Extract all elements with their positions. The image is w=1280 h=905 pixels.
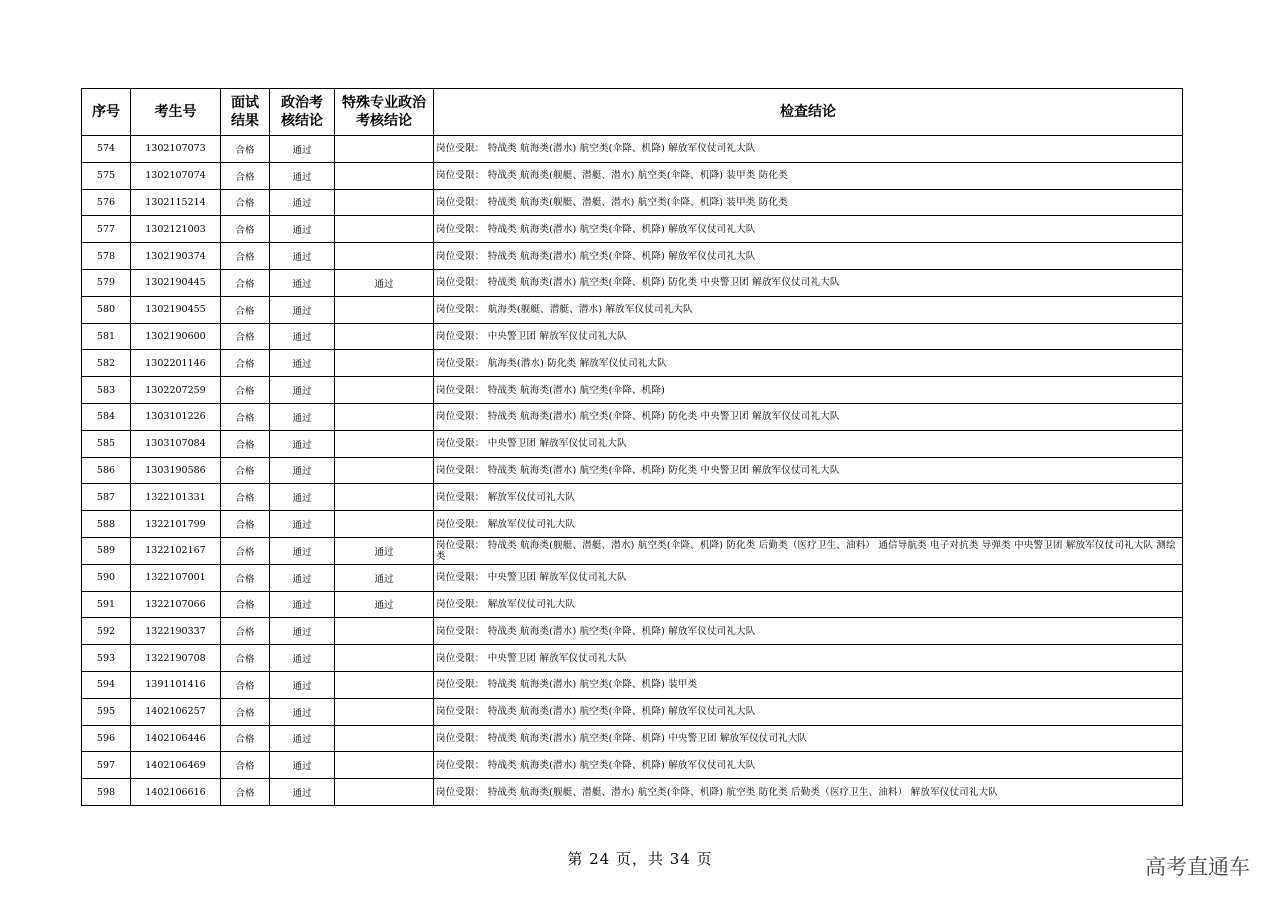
cell-political: 通过	[270, 618, 335, 645]
header-line: 序号	[92, 104, 120, 120]
cell-no: 576	[82, 189, 131, 216]
cell-political: 通过	[270, 430, 335, 457]
cell-interview: 合格	[221, 511, 270, 538]
cell-no: 598	[82, 779, 131, 806]
cell-political: 通过	[270, 216, 335, 243]
col-header-conclusion	[434, 89, 1183, 136]
cell-exam-id: 1302107074	[131, 162, 221, 189]
cell-exam-id: 1322102167	[131, 537, 221, 564]
cell-no: 596	[82, 725, 131, 752]
table-row	[82, 296, 1183, 323]
col-header-no	[82, 89, 131, 136]
cell-no: 589	[82, 537, 131, 564]
cell-political: 通过	[270, 377, 335, 404]
cell-conclusion: 岗位受限： 特战类 航海类(潜水) 航空类(伞降、机降)	[434, 377, 1183, 404]
cell-political: 通过	[270, 645, 335, 672]
cell-conclusion: 岗位受限： 特战类 航海类(潜水) 航空类(伞降、机降) 中央警卫团 解放军仪仗司礼大队	[434, 725, 1183, 752]
cell-no: 595	[82, 698, 131, 725]
cell-interview: 合格	[221, 162, 270, 189]
cell-interview: 合格	[221, 671, 270, 698]
cell-interview: 合格	[221, 484, 270, 511]
cell-special-political	[335, 511, 434, 538]
cell-political: 通过	[270, 189, 335, 216]
cell-political: 通过	[270, 457, 335, 484]
cell-special-political: 通过	[335, 564, 434, 591]
table-body	[82, 136, 1183, 806]
cell-political: 通过	[270, 511, 335, 538]
cell-political: 通过	[270, 564, 335, 591]
cell-special-political	[335, 377, 434, 404]
table-row	[82, 564, 1183, 591]
table-header	[82, 89, 1183, 136]
cell-special-political	[335, 403, 434, 430]
cell-exam-id: 1302115214	[131, 189, 221, 216]
cell-exam-id: 1303101226	[131, 403, 221, 430]
cell-interview: 合格	[221, 136, 270, 163]
cell-interview: 合格	[221, 323, 270, 350]
cell-interview: 合格	[221, 591, 270, 618]
cell-special-political	[335, 725, 434, 752]
cell-exam-id: 1322101331	[131, 484, 221, 511]
table-row	[82, 216, 1183, 243]
cell-no: 588	[82, 511, 131, 538]
cell-conclusion: 岗位受限： 特战类 航海类(潜水) 航空类(伞降、机降) 解放军仪仗司礼大队	[434, 618, 1183, 645]
cell-no: 580	[82, 296, 131, 323]
cell-interview: 合格	[221, 350, 270, 377]
cell-conclusion: 岗位受限： 特战类 航海类(潜水) 航空类(伞降、机降) 解放军仪仗司礼大队	[434, 216, 1183, 243]
cell-no: 586	[82, 457, 131, 484]
cell-political: 通过	[270, 350, 335, 377]
cell-no: 590	[82, 564, 131, 591]
cell-political: 通过	[270, 162, 335, 189]
cell-interview: 合格	[221, 564, 270, 591]
cell-interview: 合格	[221, 216, 270, 243]
cell-special-political	[335, 618, 434, 645]
cell-political: 通过	[270, 671, 335, 698]
cell-no: 594	[82, 671, 131, 698]
cell-exam-id: 1302190455	[131, 296, 221, 323]
cell-no: 575	[82, 162, 131, 189]
cell-conclusion: 岗位受限： 解放军仪仗司礼大队	[434, 591, 1183, 618]
cell-political: 通过	[270, 323, 335, 350]
table-row	[82, 752, 1183, 779]
cell-no: 579	[82, 269, 131, 296]
table-row	[82, 323, 1183, 350]
cell-conclusion: 岗位受限： 特战类 航海类(潜水) 航空类(伞降、机降) 解放军仪仗司礼大队	[434, 752, 1183, 779]
cell-no: 583	[82, 377, 131, 404]
cell-political: 通过	[270, 591, 335, 618]
cell-political: 通过	[270, 269, 335, 296]
cell-special-political	[335, 136, 434, 163]
cell-conclusion: 岗位受限： 特战类 航海类(舰艇、潜艇、潜水) 航空类(伞降、机降) 航空类 防化类 后勤类（医疗卫生、油料） 解放军仪仗司礼大队	[434, 779, 1183, 806]
cell-conclusion: 岗位受限： 特战类 航海类(潜水) 航空类(伞降、机降) 防化类 中央警卫团 解放军仪仗司礼大队	[434, 403, 1183, 430]
cell-interview: 合格	[221, 403, 270, 430]
cell-political: 通过	[270, 296, 335, 323]
cell-special-political: 通过	[335, 269, 434, 296]
col-header-interview	[221, 89, 270, 136]
cell-no: 584	[82, 403, 131, 430]
cell-political: 通过	[270, 484, 335, 511]
table-row	[82, 430, 1183, 457]
header-line: 特殊专业政治	[342, 95, 426, 111]
table-row	[82, 189, 1183, 216]
cell-exam-id: 1302121003	[131, 216, 221, 243]
cell-conclusion: 岗位受限： 特战类 航海类(潜水) 航空类(伞降、机降) 防化类 中央警卫团 解放军仪仗司礼大队	[434, 457, 1183, 484]
cell-no: 597	[82, 752, 131, 779]
cell-special-political	[335, 752, 434, 779]
cell-interview: 合格	[221, 752, 270, 779]
cell-interview: 合格	[221, 725, 270, 752]
cell-interview: 合格	[221, 430, 270, 457]
cell-conclusion: 岗位受限： 航海类(潜水) 防化类 解放军仪仗司礼大队	[434, 350, 1183, 377]
table-row	[82, 162, 1183, 189]
cell-political: 通过	[270, 779, 335, 806]
cell-exam-id: 1391101416	[131, 671, 221, 698]
cell-conclusion: 岗位受限： 特战类 航海类(潜水) 航空类(伞降、机降) 解放军仪仗司礼大队	[434, 698, 1183, 725]
cell-conclusion: 岗位受限： 中央警卫团 解放军仪仗司礼大队	[434, 564, 1183, 591]
cell-special-political	[335, 323, 434, 350]
cell-exam-id: 1322107066	[131, 591, 221, 618]
table-row	[82, 698, 1183, 725]
header-line: 考生号	[154, 104, 197, 120]
table-row	[82, 403, 1183, 430]
cell-exam-id: 1402106446	[131, 725, 221, 752]
cell-special-political	[335, 243, 434, 270]
cell-interview: 合格	[221, 779, 270, 806]
cell-no: 593	[82, 645, 131, 672]
cell-exam-id: 1302201146	[131, 350, 221, 377]
cell-no: 577	[82, 216, 131, 243]
cell-political: 通过	[270, 136, 335, 163]
header-line: 检查结论	[780, 104, 836, 120]
cell-exam-id: 1322190337	[131, 618, 221, 645]
cell-special-political: 通过	[335, 591, 434, 618]
cell-interview: 合格	[221, 645, 270, 672]
cell-conclusion: 岗位受限： 特战类 航海类(舰艇、潜艇、潜水) 航空类(伞降、机降) 防化类 后勤类（医疗卫生、油料） 通信导航类 电子对抗类 导弹类 中央警卫团 解放军仪仗司礼大队 测绘类	[434, 537, 1183, 564]
header-line: 结果	[231, 113, 259, 129]
cell-conclusion: 岗位受限： 解放军仪仗司礼大队	[434, 511, 1183, 538]
cell-exam-id: 1322107001	[131, 564, 221, 591]
cell-no: 592	[82, 618, 131, 645]
cell-exam-id: 1302207259	[131, 377, 221, 404]
cell-special-political	[335, 779, 434, 806]
header-line: 面试	[231, 95, 259, 111]
cell-exam-id: 1402106469	[131, 752, 221, 779]
cell-no: 591	[82, 591, 131, 618]
cell-interview: 合格	[221, 269, 270, 296]
watermark: 高考直通车	[1145, 855, 1250, 879]
cell-no: 581	[82, 323, 131, 350]
table-row	[82, 537, 1183, 564]
cell-no: 574	[82, 136, 131, 163]
table-row	[82, 377, 1183, 404]
table-row	[82, 484, 1183, 511]
cell-no: 578	[82, 243, 131, 270]
header-row	[82, 89, 1183, 136]
cell-special-political	[335, 671, 434, 698]
results-table	[81, 88, 1183, 806]
header-line: 政治考	[281, 95, 323, 111]
table-row	[82, 725, 1183, 752]
cell-interview: 合格	[221, 537, 270, 564]
table-row	[82, 243, 1183, 270]
table-row	[82, 269, 1183, 296]
page-footer: 第 24 页，共 34 页	[567, 850, 713, 868]
cell-political: 通过	[270, 698, 335, 725]
cell-conclusion: 岗位受限： 航海类(舰艇、潜艇、潜水) 解放军仪仗司礼大队	[434, 296, 1183, 323]
cell-political: 通过	[270, 725, 335, 752]
cell-special-political	[335, 645, 434, 672]
cell-political: 通过	[270, 537, 335, 564]
cell-exam-id: 1302190445	[131, 269, 221, 296]
cell-special-political	[335, 457, 434, 484]
col-header-special-political	[335, 89, 434, 136]
cell-special-political	[335, 296, 434, 323]
cell-conclusion: 岗位受限： 特战类 航海类(潜水) 航空类(伞降、机降) 解放军仪仗司礼大队	[434, 243, 1183, 270]
cell-special-political	[335, 350, 434, 377]
cell-exam-id: 1322190708	[131, 645, 221, 672]
cell-political: 通过	[270, 243, 335, 270]
table-row	[82, 671, 1183, 698]
table-row	[82, 591, 1183, 618]
header-line: 核结论	[281, 113, 323, 129]
cell-interview: 合格	[221, 377, 270, 404]
cell-interview: 合格	[221, 457, 270, 484]
cell-interview: 合格	[221, 618, 270, 645]
cell-exam-id: 1302190600	[131, 323, 221, 350]
cell-interview: 合格	[221, 189, 270, 216]
cell-political: 通过	[270, 403, 335, 430]
cell-conclusion: 岗位受限： 中央警卫团 解放军仪仗司礼大队	[434, 645, 1183, 672]
cell-conclusion: 岗位受限： 中央警卫团 解放军仪仗司礼大队	[434, 430, 1183, 457]
table-row	[82, 457, 1183, 484]
cell-interview: 合格	[221, 296, 270, 323]
cell-conclusion: 岗位受限： 特战类 航海类(潜水) 航空类(伞降、机降) 装甲类	[434, 671, 1183, 698]
table-row	[82, 136, 1183, 163]
cell-special-political	[335, 216, 434, 243]
cell-exam-id: 1302107073	[131, 136, 221, 163]
col-header-political	[270, 89, 335, 136]
cell-conclusion: 岗位受限： 特战类 航海类(舰艇、潜艇、潜水) 航空类(伞降、机降) 装甲类 防化类	[434, 162, 1183, 189]
header-line: 考核结论	[356, 113, 412, 129]
cell-no: 585	[82, 430, 131, 457]
cell-exam-id: 1303107084	[131, 430, 221, 457]
cell-exam-id: 1322101799	[131, 511, 221, 538]
cell-special-political	[335, 484, 434, 511]
cell-no: 582	[82, 350, 131, 377]
table-row	[82, 779, 1183, 806]
table-row	[82, 645, 1183, 672]
cell-conclusion: 岗位受限： 特战类 航海类(潜水) 航空类(伞降、机降) 防化类 中央警卫团 解放军仪仗司礼大队	[434, 269, 1183, 296]
cell-conclusion: 岗位受限： 特战类 航海类(潜水) 航空类(伞降、机降) 解放军仪仗司礼大队	[434, 136, 1183, 163]
cell-special-political: 通过	[335, 537, 434, 564]
cell-special-political	[335, 189, 434, 216]
cell-exam-id: 1302190374	[131, 243, 221, 270]
col-header-exam-id	[131, 89, 221, 136]
cell-interview: 合格	[221, 243, 270, 270]
table-row	[82, 350, 1183, 377]
cell-no: 587	[82, 484, 131, 511]
cell-conclusion: 岗位受限： 中央警卫团 解放军仪仗司礼大队	[434, 323, 1183, 350]
cell-interview: 合格	[221, 698, 270, 725]
table-row	[82, 618, 1183, 645]
cell-political: 通过	[270, 752, 335, 779]
cell-conclusion: 岗位受限： 解放军仪仗司礼大队	[434, 484, 1183, 511]
cell-exam-id: 1402106616	[131, 779, 221, 806]
cell-special-political	[335, 430, 434, 457]
cell-special-political	[335, 162, 434, 189]
table-row	[82, 511, 1183, 538]
cell-exam-id: 1402106257	[131, 698, 221, 725]
cell-exam-id: 1303190586	[131, 457, 221, 484]
cell-conclusion: 岗位受限： 特战类 航海类(舰艇、潜艇、潜水) 航空类(伞降、机降) 装甲类 防化类	[434, 189, 1183, 216]
cell-special-political	[335, 698, 434, 725]
